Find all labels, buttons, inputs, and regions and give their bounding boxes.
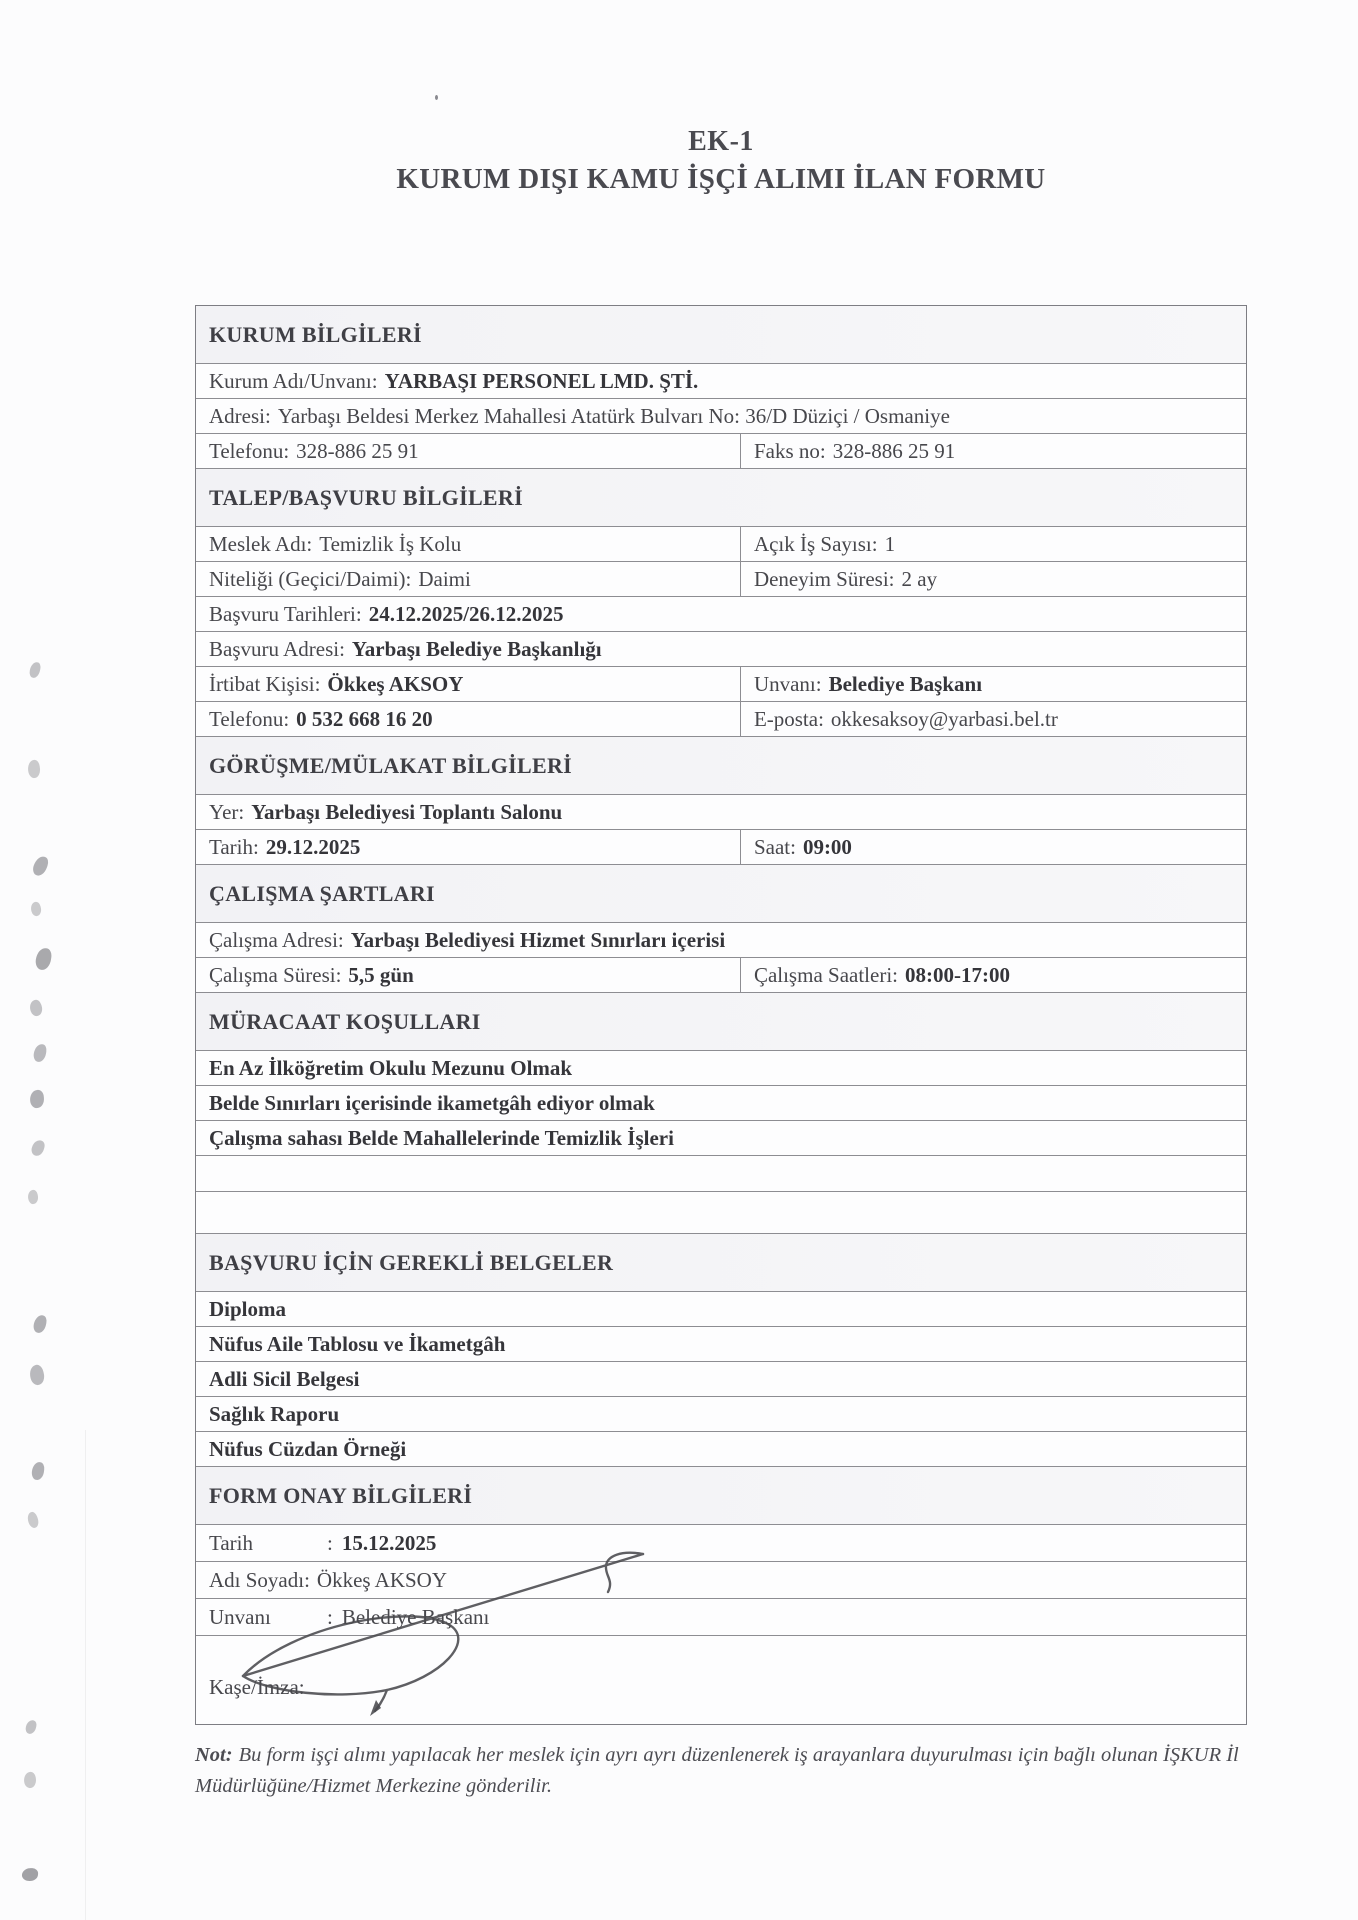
field-meslek-acik	[196, 527, 1246, 562]
calisma-adresi-value: Yarbaşı Belediyesi Hizmet Sınırları içerisi	[350, 927, 726, 952]
unvan-value: Belediye Başkanı	[828, 671, 983, 696]
faks-value: 328-886 25 91	[832, 438, 956, 463]
belge-item: Diploma	[196, 1292, 1246, 1327]
meslek-value: Temizlik İş Kolu	[319, 531, 462, 556]
calisma-suresi-label: Çalışma Süresi:	[209, 962, 342, 987]
field-telefon-eposta	[196, 702, 1246, 737]
field-onay-tarih	[196, 1525, 1246, 1562]
basvuru-tarihleri-value: 24.12.2025/26.12.2025	[368, 601, 564, 626]
field-telefon-faks	[196, 434, 1246, 469]
onay-tarih-value: 15.12.2025	[341, 1530, 437, 1555]
eposta-value: okkesaksoy@yarbasi.bel.tr	[830, 706, 1058, 731]
belge-item: Sağlık Raporu	[196, 1397, 1246, 1432]
basvuru-tarihleri-label: Başvuru Tarihleri:	[209, 601, 362, 626]
saat-label: Saat:	[753, 834, 796, 859]
acik-is-value: 1	[884, 531, 896, 556]
irtibat-value: Ökkeş AKSOY	[327, 671, 464, 696]
unvan-cell	[741, 667, 1246, 701]
field-calisma-adresi	[196, 923, 1246, 958]
adres-label: Adresi:	[209, 403, 271, 428]
section-header-onay: FORM ONAY BİLGİLERİ	[196, 1467, 1246, 1525]
scan-artifact	[29, 901, 42, 917]
basvuru-adresi-value: Yarbaşı Belediye Başkanlığı	[351, 636, 602, 661]
yer-label: Yer:	[209, 799, 245, 824]
irtibat-cell	[196, 667, 741, 701]
field-onay-adsoyad	[196, 1562, 1246, 1599]
irtibat-telefon-label: Telefonu:	[209, 706, 290, 731]
field-sure-saatler	[196, 958, 1246, 993]
telefon-label: Telefonu:	[209, 438, 290, 463]
calisma-saatleri-label: Çalışma Saatleri:	[753, 962, 898, 987]
scan-artifact	[28, 1364, 47, 1387]
onay-unvan-value: Belediye Başkanı	[341, 1604, 490, 1629]
footer-note-text: Bu form işçi alımı yapılacak her meslek için ayrı ayrı düzenlenerek iş arayanlara duyurulması için bağlı olunan İŞKUR İl Müdürlüğüne/Hizmet Merkezine gönderilir.	[195, 1744, 1239, 1797]
footer-note-label: Not:	[195, 1744, 233, 1766]
onay-unvan-colon: :	[327, 1604, 333, 1629]
calisma-suresi-value: 5,5 gün	[348, 962, 414, 987]
unvan-label: Unvanı:	[753, 671, 822, 696]
irtibat-telefon-value: 0 532 668 16 20	[296, 706, 433, 731]
section-header-gorusme: GÖRÜŞME/MÜLAKAT BİLGİLERİ	[196, 737, 1246, 795]
field-basvuru-adresi	[196, 632, 1246, 667]
onay-adsoyad-label: Adı Soyadı:	[209, 1567, 310, 1592]
mulakat-tarih-value: 29.12.2025	[265, 834, 361, 859]
belge-item: Nüfus Cüzdan Örneği	[196, 1432, 1246, 1467]
telefon-value: 328-886 25 91	[296, 438, 419, 463]
scan-artifact	[27, 759, 41, 778]
scan-artifact	[35, 947, 53, 971]
onay-tarih-colon: :	[327, 1530, 333, 1555]
kase-imza-label: Kaşe/İmza:	[209, 1674, 305, 1699]
basvuru-adresi-label: Başvuru Adresi:	[209, 636, 345, 661]
field-tarih-saat	[196, 830, 1246, 865]
telefon-cell	[196, 434, 741, 468]
field-irtibat-unvan	[196, 667, 1246, 702]
kurum-adi-label: Kurum Adı/Unvanı:	[209, 368, 378, 393]
scan-artifact	[29, 1089, 45, 1108]
onay-tarih-label: Tarih	[209, 1530, 254, 1555]
mulakat-tarih-cell	[196, 830, 741, 864]
form-title-block	[195, 126, 1247, 196]
scan-artifact	[31, 1461, 45, 1480]
section-header-talep: TALEP/BAŞVURU BİLGİLERİ	[196, 469, 1246, 527]
mulakat-tarih-label: Tarih:	[209, 834, 259, 859]
deneyim-value: 2 ay	[901, 566, 938, 591]
muracaat-item: Çalışma sahası Belde Mahallelerinde Temizlik İşleri	[196, 1121, 1246, 1156]
field-onay-unvan	[196, 1599, 1246, 1636]
scan-artifact	[27, 1189, 39, 1205]
meslek-cell	[196, 527, 741, 561]
scan-artifact	[28, 661, 41, 679]
irtibat-telefon-cell	[196, 702, 741, 736]
scan-artifact	[30, 1139, 46, 1158]
acik-is-label: Açık İş Sayısı:	[753, 531, 878, 556]
field-kase-imza	[196, 1636, 1246, 1724]
scan-artifact	[26, 1511, 41, 1529]
adres-value: Yarbaşı Beldesi Merkez Mahallesi Atatürk Bulvarı No: 36/D Düziçi / Osmaniye	[277, 403, 950, 428]
calisma-adresi-label: Çalışma Adresi:	[209, 927, 344, 952]
nitelik-value: Daimi	[418, 566, 471, 591]
scan-artifact	[33, 1043, 48, 1063]
field-kurum-adi	[196, 364, 1246, 399]
saat-cell	[741, 830, 1246, 864]
nitelik-label: Niteliği (Geçici/Daimi):	[209, 566, 412, 591]
section-header-kurum: KURUM BİLGİLERİ	[196, 306, 1246, 364]
muracaat-item: Belde Sınırları içerisinde ikametgâh ediyor olmak	[196, 1086, 1246, 1121]
eposta-cell	[741, 702, 1246, 736]
section-header-calisma: ÇALIŞMA ŞARTLARI	[196, 865, 1246, 923]
belge-item: Nüfus Aile Tablosu ve İkametgâh	[196, 1327, 1246, 1362]
attachment-label: EK-1	[688, 126, 754, 157]
field-adres	[196, 399, 1246, 434]
eposta-label: E-posta:	[753, 706, 824, 731]
scan-artifact	[24, 1719, 37, 1735]
calisma-saatleri-value: 08:00-17:00	[904, 962, 1010, 987]
scan-artifact	[22, 1867, 39, 1881]
kurum-adi-value: YARBAŞI PERSONEL LMD. ŞTİ.	[384, 368, 699, 393]
irtibat-label: İrtibat Kişisi:	[209, 671, 321, 696]
page-title: KURUM DIŞI KAMU İŞÇİ ALIMI İLAN FORMU	[396, 163, 1046, 195]
calisma-suresi-cell	[196, 958, 741, 992]
scan-artifact	[31, 854, 50, 877]
yer-value: Yarbaşı Belediyesi Toplantı Salonu	[251, 799, 563, 824]
faks-label: Faks no:	[753, 438, 826, 463]
faks-cell	[741, 434, 1246, 468]
footer-note	[195, 1740, 1257, 1802]
acik-is-cell	[741, 527, 1246, 561]
field-yer	[196, 795, 1246, 830]
nitelik-cell	[196, 562, 741, 596]
field-basvuru-tarihleri	[196, 597, 1246, 632]
onay-unvan-label: Unvanı	[209, 1604, 271, 1629]
meslek-label: Meslek Adı:	[209, 531, 313, 556]
muracaat-item: En Az İlköğretim Okulu Mezunu Olmak	[196, 1051, 1246, 1086]
saat-value: 09:00	[802, 834, 852, 859]
scan-artifact	[32, 1314, 47, 1334]
scan-speck	[435, 95, 438, 100]
onay-adsoyad-value: Ökkeş AKSOY	[316, 1567, 448, 1592]
deneyim-cell	[741, 562, 1246, 596]
form-table	[195, 305, 1247, 1725]
calisma-saatleri-cell	[741, 958, 1246, 992]
belge-item: Adli Sicil Belgesi	[196, 1362, 1246, 1397]
scan-artifact	[23, 1771, 37, 1789]
deneyim-label: Deneyim Süresi:	[753, 566, 895, 591]
section-header-muracaat: MÜRACAAT KOŞULLARI	[196, 993, 1246, 1051]
empty-row	[196, 1156, 1246, 1192]
field-nitelik-deneyim	[196, 562, 1246, 597]
empty-row	[196, 1192, 1246, 1234]
section-header-belgeler: BAŞVURU İÇİN GEREKLİ BELGELER	[196, 1234, 1246, 1292]
scan-artifact	[28, 999, 44, 1018]
